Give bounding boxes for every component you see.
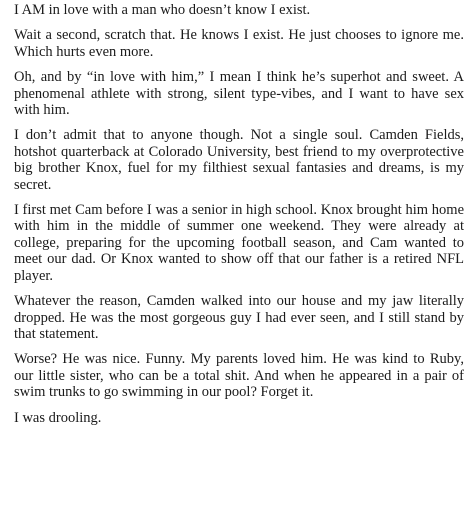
paragraph-8: I was drooling. — [14, 409, 102, 426]
paragraph-4: I don’t admit that to anyone though. Not a single soul. Camden Fields, hotshot quarterback at Colorado University, best friend to my overprotective big brother Knox, fuel for my filthiest sexual fantasies and dreams, is my secret. — [14, 127, 464, 193]
paragraph-7: Worse? He was nice. Funny. My parents loved him. He was kind to Ruby, our little sister, who can be a total shit. And when he appeared in a pair of swim trunks to go swimming in our pool? Forget it. — [14, 351, 464, 401]
paragraph-3: Oh, and by “in love with him,” I mean I think he’s superhot and sweet. A phenomenal athlete with strong, silent type-vibes, and I want to have sex with him. — [14, 69, 464, 119]
paragraph-1: I AM in love with a man who doesn’t know I exist. — [14, 2, 311, 18]
paragraph-6: Whatever the reason, Camden walked into our house and my jaw literally dropped. He was the most gorgeous guy I had ever seen, and I still stand by that statement. — [14, 293, 464, 342]
paragraph-5: I first met Cam before I was a senior in high school. Knox brought him home with him in the middle of summer one weekend. They were already at college, preparing for the upcoming football season, and Cam wanted to meet our dad. Or Knox wanted to show off that our father is a retired NFL player. — [14, 202, 464, 284]
paragraph-2: Wait a second, scratch that. He knows I exist. He just chooses to ignore me. Which hurts even more. — [14, 27, 464, 60]
